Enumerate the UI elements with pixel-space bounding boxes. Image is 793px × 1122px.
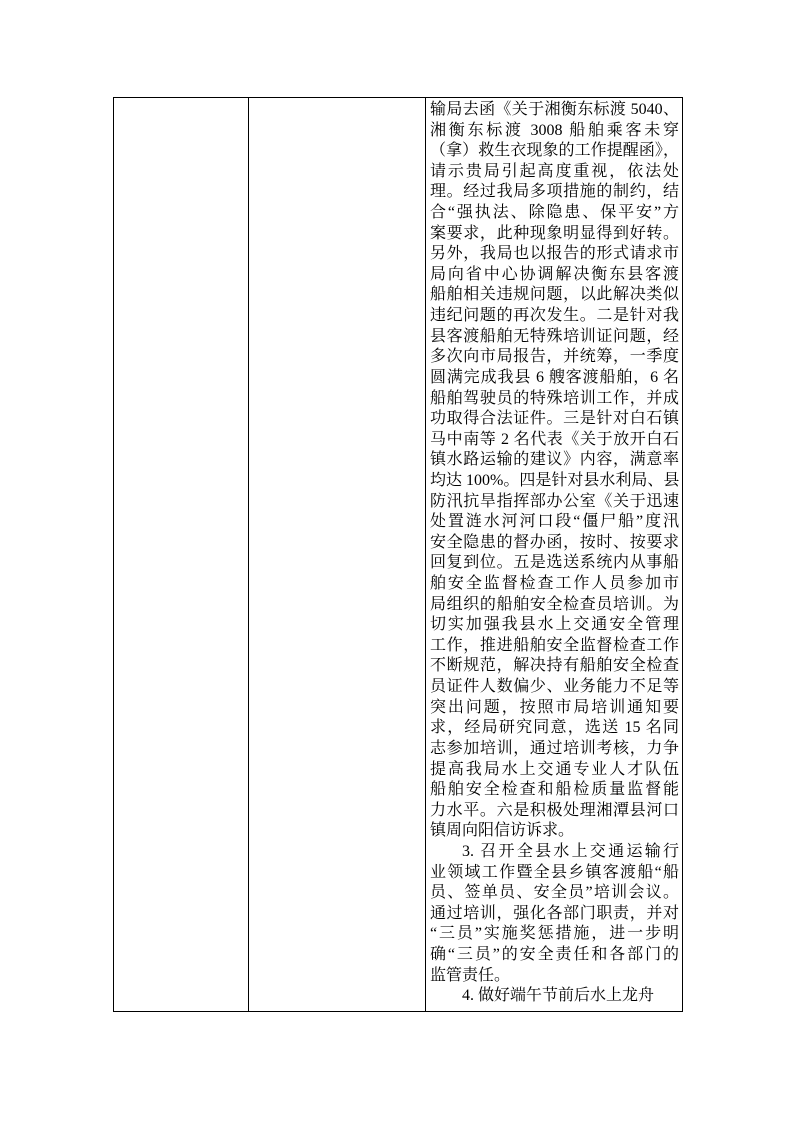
text-line: 多次向市局报告，并统筹，一季度 [430, 348, 679, 366]
text-line: 湘衡东标渡 3008 船舶乘客未穿 [430, 121, 679, 139]
text-line: 均达 100%。四是针对县水利局、县 [430, 471, 679, 489]
text-line: 不断规范，解决持有船舶安全检查 [430, 657, 679, 675]
text-line: 监管责任。 [430, 966, 511, 984]
text-line: 局组织的船舶安全检查员培训。为 [430, 595, 679, 613]
text-line: 局向省中心协调解决衡东县客渡 [430, 265, 679, 283]
text-line: 工作，推进船舶安全监督检查工作 [430, 636, 679, 654]
cell2-content [249, 98, 425, 102]
text-line: 切实加强我县水上交通安全管理 [430, 616, 679, 634]
text-line: 员、签单员、安全员”培训会议。 [430, 884, 679, 902]
text-line: 镇周向阳信访诉求。 [430, 822, 575, 840]
text-line: 突出问题，按照市局培训通知要 [430, 698, 679, 716]
text-line: 回复到位。五是选送系统内从事船 [430, 554, 679, 572]
text-line: 舶安全监督检查工作人员参加市 [430, 575, 679, 593]
table-row [114, 98, 683, 1012]
text-line: 合“强执法、除隐患、保平安”方 [430, 204, 679, 222]
text-line: （拿）救生衣现象的工作提醒函》， [430, 142, 679, 160]
text-line: 员证件人数偏少、业务能力不足等 [430, 678, 679, 696]
report-table [113, 97, 683, 1012]
cell3-paragraphs [426, 98, 682, 1009]
text-line: 案要求，此种现象明显得到好转。 [430, 224, 679, 242]
text-line: 理。经过我局多项措施的制约，结 [430, 183, 679, 201]
text-line: 输局去函《关于湘衡东标渡 5040、 [430, 101, 679, 118]
table-cell-col3 [426, 98, 683, 1012]
text-line: 业领域工作暨全县乡镇客渡船“船 [430, 863, 679, 881]
text-line: 违纪问题的再次发生。二是针对我 [430, 307, 679, 325]
text-line: 志参加培训，通过培训考核，力争 [430, 739, 679, 757]
text-line: 县客渡船舶无特殊培训证问题，经 [430, 327, 679, 345]
text-line: 求，经局研究同意，选送 15 名同 [430, 719, 679, 737]
text-line: 通过培训，强化各部门职责，并对 [430, 904, 679, 922]
text-line: 确“三员”的安全责任和各部门的 [430, 945, 679, 963]
text-line: 马中南等 2 名代表《关于放开白石 [430, 430, 679, 448]
text-line: 力水平。六是积极处理湘潭县河口 [430, 801, 679, 819]
text-line: 船舶驾驶员的特殊培训工作，并成 [430, 389, 679, 407]
text-line: 处置涟水河河口段“僵尸船”度汛 [430, 513, 679, 531]
text-line: 功取得合法证件。三是针对白石镇 [430, 410, 679, 428]
text-line: 船舶相关违规问题，以此解决类似 [430, 286, 679, 304]
text-line: 4. 做好端午节前后水上龙舟 [462, 987, 655, 1005]
text-line: 船舶安全检查和船检质量监督能 [430, 781, 679, 799]
text-line: 镇水路运输的建议》内容，满意率 [430, 451, 679, 469]
cell1-content [114, 98, 248, 102]
text-line: 提高我局水上交通专业人才队伍 [430, 760, 679, 778]
text-line: “三员”实施奖惩措施，进一步明 [430, 925, 679, 943]
text-line: 安全隐患的督办函，按时、按要求 [430, 533, 679, 551]
text-line: 另外，我局也以报告的形式请求市 [430, 245, 679, 263]
table-cell-col1 [114, 98, 249, 1012]
text-line: 3. 召开全县水上交通运输行 [462, 842, 679, 860]
text-line: 防汛抗旱指挥部办公室《关于迅速 [430, 492, 679, 510]
text-line: 请示贵局引起高度重视，依法处 [430, 162, 679, 180]
text-line: 圆满完成我县 6 艘客渡船舶，6 名 [430, 368, 679, 386]
table-cell-col2 [249, 98, 426, 1012]
